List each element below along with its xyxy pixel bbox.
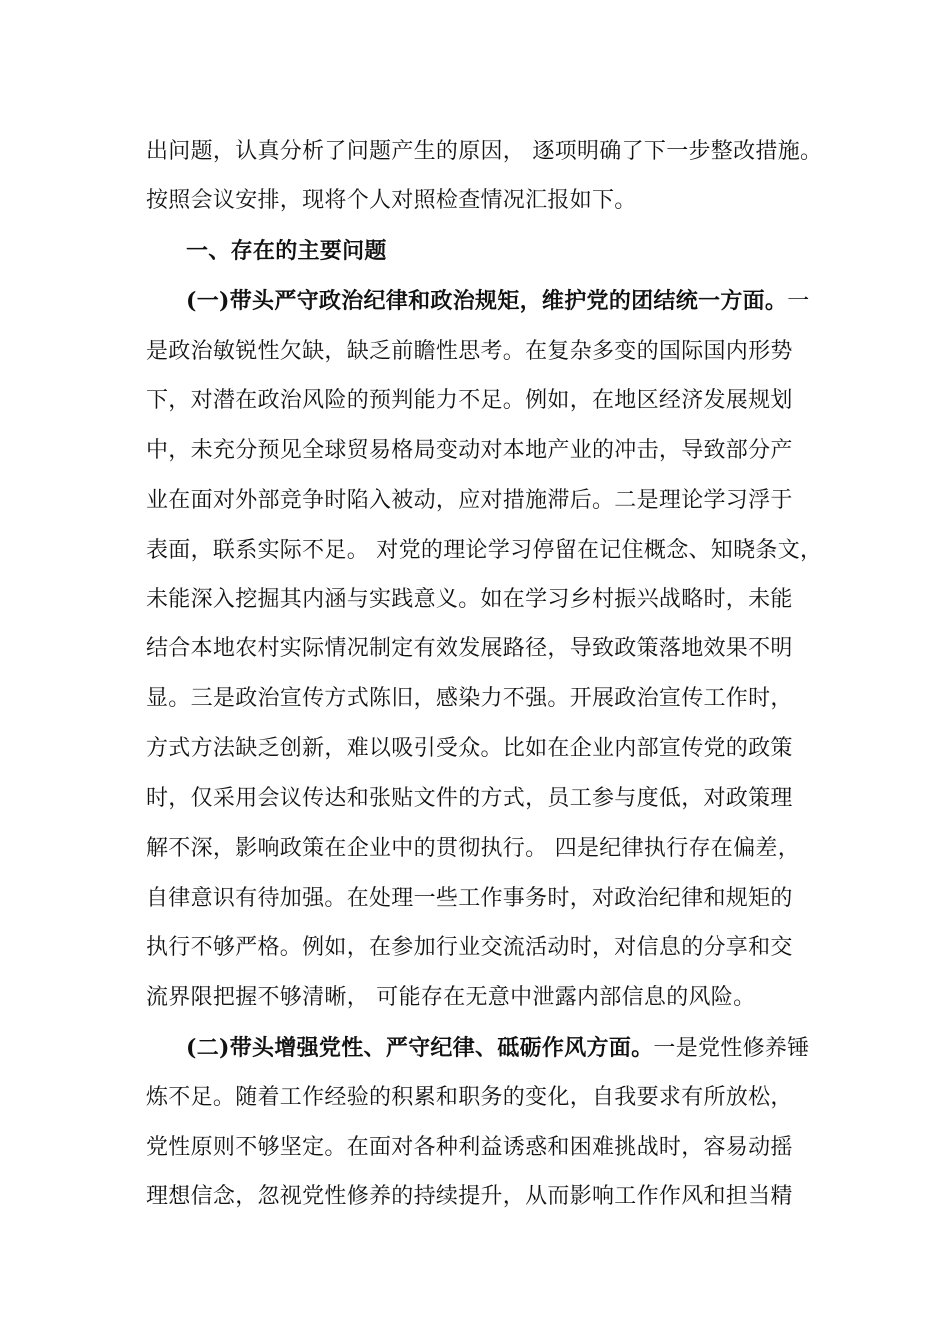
paragraph-line: 炼不足。随着工作经验的积累和职务的变化，自我要求有所放松， [146,1085,793,1110]
subsection-line [186,284,816,318]
paragraph-line: 下，对潜在政治风险的预判能力不足。例如，在地区经济发展规划 [146,388,793,413]
paragraph-line: 流界限把握不够清晰， 可能存在无意中泄露内部信息的风险。 [146,985,756,1010]
subsection-heading: (二)带头增强党性、严守纪律、砥砺作风方面。 [186,1035,654,1061]
paragraph-line: 解不深，影响政策在企业中的贯彻执行。 四是纪律执行存在偏差， [146,836,800,861]
paragraph-line: 党性原则不够坚定。在面对各种利益诱惑和困难挑战时，容易动摇 [146,1135,793,1160]
paragraph-line: 执行不够严格。例如，在参加行业交流活动时，对信息的分享和交 [146,935,793,960]
paragraph-line: 出问题，认真分析了问题产生的原因， 逐项明确了下一步整改措施。 [146,139,823,164]
paragraph-line: 业在面对外部竞争时陷入被动，应对措施滞后。二是理论学习浮于 [146,488,793,513]
paragraph-line: 理想信念，忽视党性修养的持续提升，从而影响工作作风和担当精 [146,1184,793,1209]
paragraph-line: 是政治敏锐性欠缺，缺乏前瞻性思考。在复杂多变的国际国内形势 [146,339,793,364]
paragraph-text: 一 [787,289,810,314]
paragraph-line: 方式方法缺乏创新，难以吸引受众。比如在企业内部宣传党的政策 [146,736,793,761]
paragraph-line: 中，未充分预见全球贸易格局变动对本地产业的冲击，导致部分产 [146,438,793,463]
paragraph-line: 时，仅采用会议传达和张贴文件的方式，员工参与度低，对政策理 [146,786,793,811]
paragraph-line: 未能深入挖掘其内涵与实践意义。如在学习乡村振兴战略时，未能 [146,587,793,612]
paragraph-line: 显。三是政治宣传方式陈旧，感染力不强。开展政治宣传工作时， [146,686,793,711]
subsection-line [186,1031,816,1065]
paragraph-line: 表面，联系实际不足。 对党的理论学习停留在记住概念、知晓条文， [146,538,823,563]
paragraph-text: 一是党性修养锤 [653,1036,810,1061]
paragraph-line: 按照会议安排，现将个人对照检查情况汇报如下。 [146,188,637,213]
paragraph-line: 结合本地农村实际情况制定有效发展路径，导致政策落地效果不明 [146,636,793,661]
paragraph-line: 自律意识有待加强。在处理一些工作事务时，对政治纪律和规矩的 [146,886,793,911]
section-heading: 一、存在的主要问题 [186,238,387,264]
subsection-heading: (一)带头严守政治纪律和政治规矩，维护党的团结统一方面。 [186,288,788,314]
